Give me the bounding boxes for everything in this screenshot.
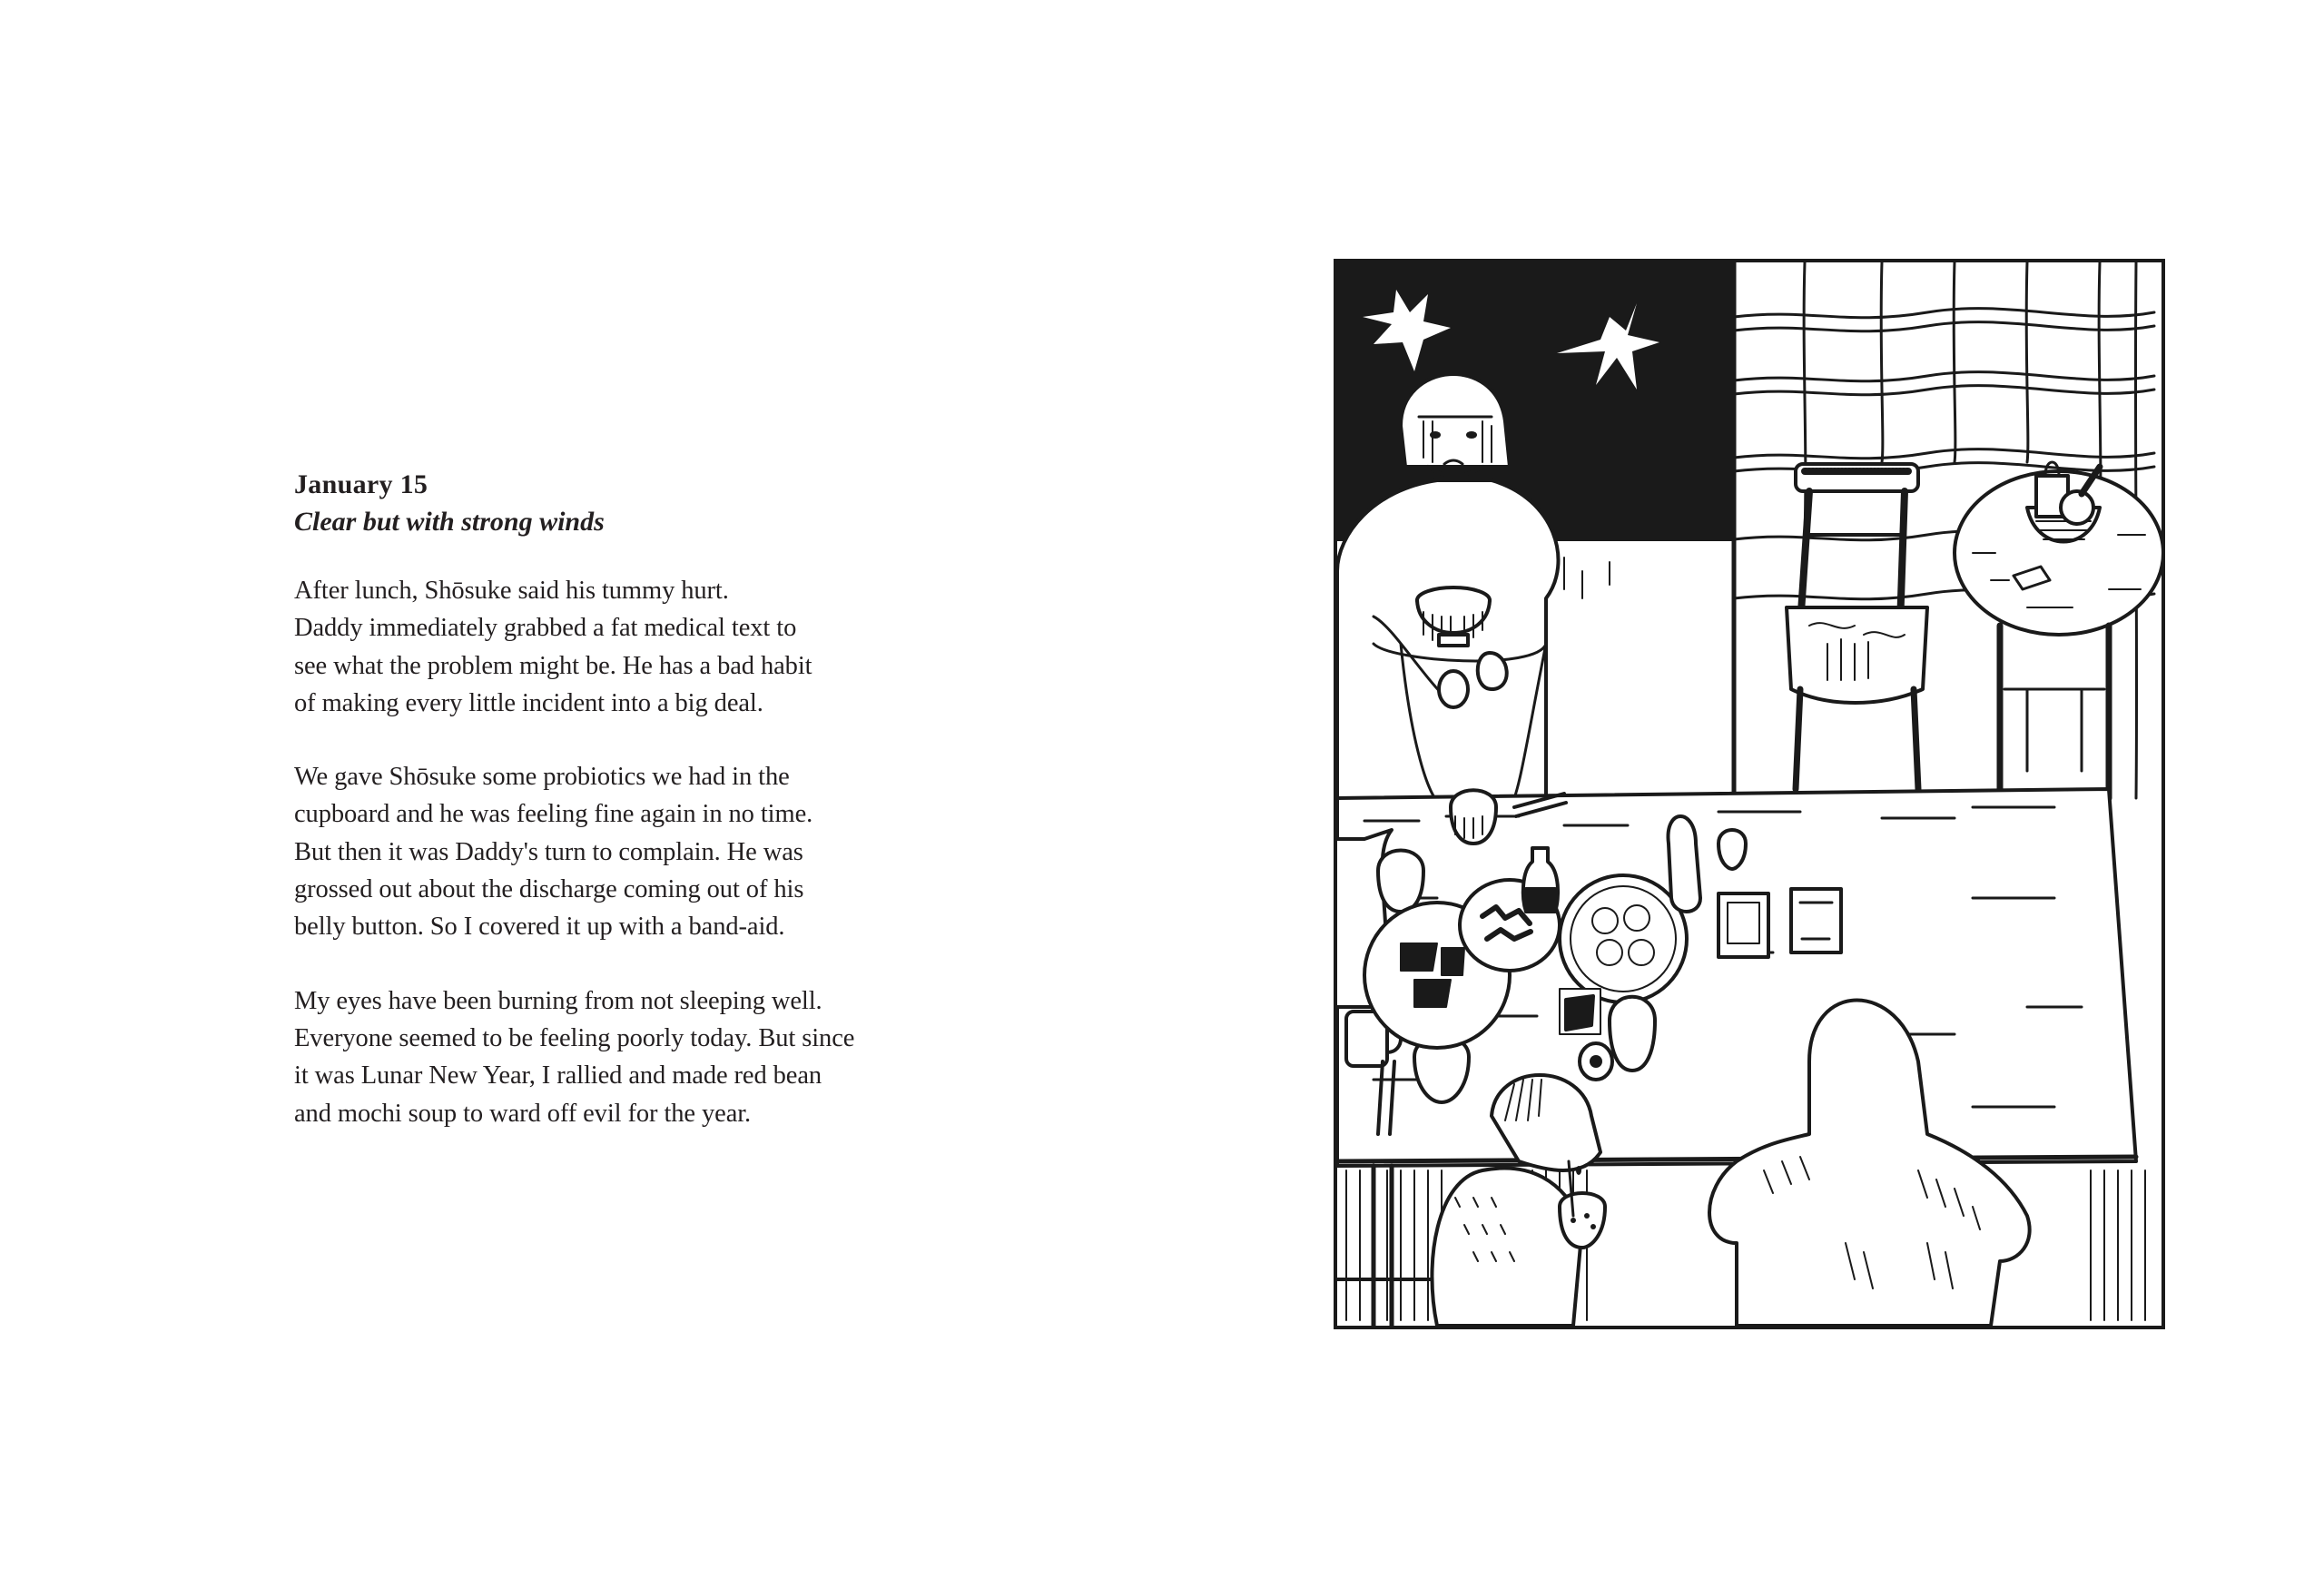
text-line: it was Lunar New Year, I rallied and made red bean xyxy=(294,1061,822,1091)
entry-weather: Clear but with strong winds xyxy=(294,507,605,537)
entry-body xyxy=(294,572,948,1132)
text-line: and mochi soup to ward off evil for the year. xyxy=(294,1099,752,1128)
side-table xyxy=(1955,462,2162,798)
paragraph-2 xyxy=(294,758,948,945)
text-line: belly button. So I covered it up with a band-aid. xyxy=(294,913,785,942)
text-line: My eyes have been burning from not sleeping well. xyxy=(294,986,822,1015)
chair xyxy=(1787,464,1927,789)
text-line: grossed out about the discharge coming out of his xyxy=(294,875,804,904)
text-line: After lunch, Shōsuke said his tummy hurt. xyxy=(294,577,729,605)
text-line: Daddy immediately grabbed a fat medical text to xyxy=(294,614,797,643)
illustration-drawing xyxy=(1337,262,2162,1326)
right-page xyxy=(1162,0,2324,1589)
text-line: of making every little incident into a big deal. xyxy=(294,688,763,717)
paragraph-3 xyxy=(294,982,948,1132)
entry-date: January 15 xyxy=(294,469,428,499)
text-line: Everyone seemed to be feeling poorly today. But since xyxy=(294,1023,855,1052)
illustration xyxy=(1334,259,2165,1329)
text-line: But then it was Daddy's turn to complain. He was xyxy=(294,837,803,866)
text-line: see what the problem might be. He has a bad habit xyxy=(294,651,812,680)
text-line: cupboard and he was feeling fine again in no time. xyxy=(294,800,813,829)
paragraph-1 xyxy=(294,572,948,722)
diary-entry xyxy=(294,467,948,1169)
text-line: We gave Shōsuke some probiotics we had in the xyxy=(294,763,790,792)
